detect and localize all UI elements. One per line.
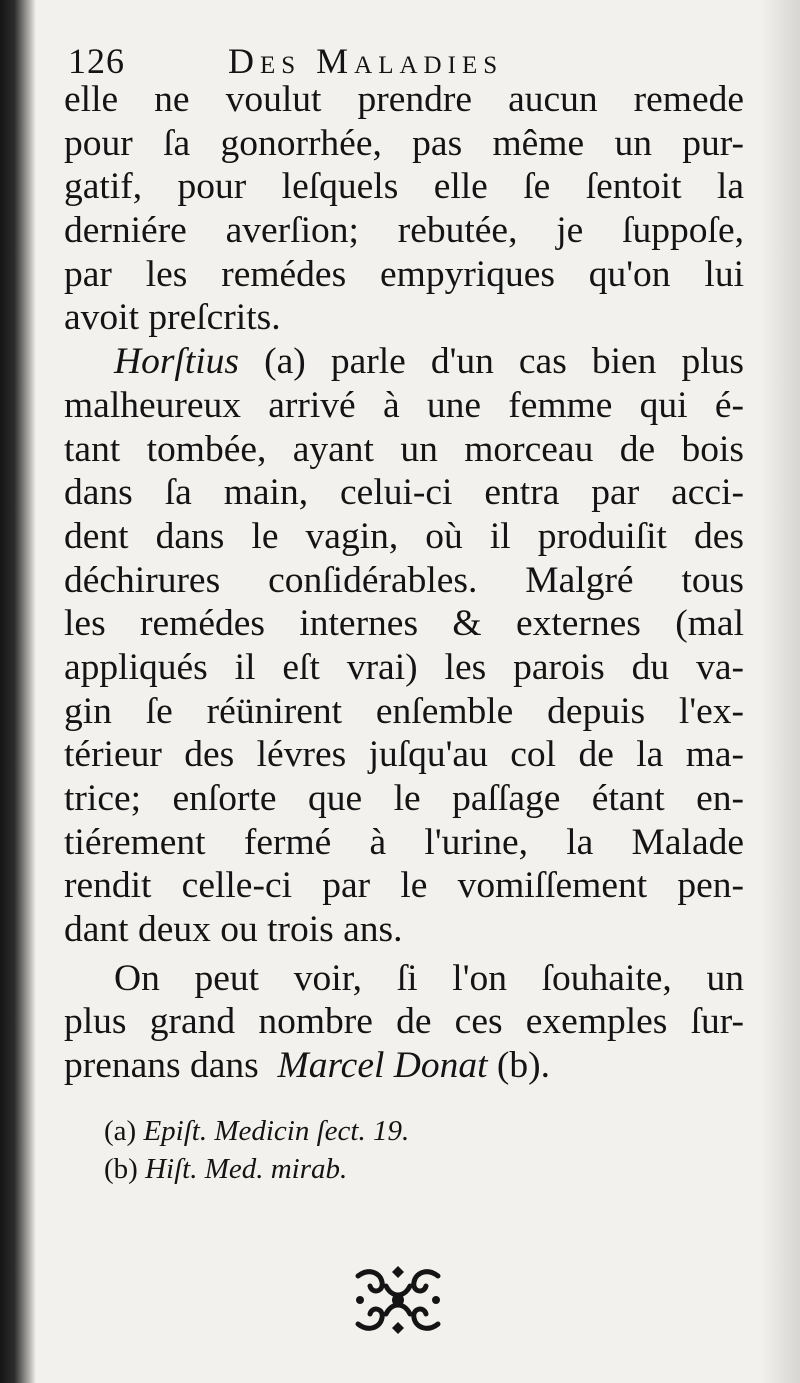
body-text: [64, 78, 744, 1088]
paragraph-first-line: On peut voir, ſi l'on ſouhaite, un: [114, 957, 744, 999]
text-line: dans ſa main, celui-ci entra par acci-: [64, 472, 744, 514]
footnotes: [104, 1112, 624, 1188]
paragraph-first-line: [64, 340, 744, 384]
text-line: derniére averſion; rebutée, je ſuppoſe,: [64, 210, 744, 252]
text-line: tiérement fermé à l'urine, la Malade: [64, 821, 744, 863]
text-line: elle ne voulut prendre aucun remede: [64, 79, 744, 120]
text-line: pour ſa gonorrhée, pas même un pur-: [64, 122, 744, 164]
footnote-text: Epiſt. Medicin ſect. 19.: [143, 1115, 410, 1147]
footnote-reference[interactable]: (b): [496, 1045, 541, 1087]
running-title: Des Maladies: [228, 41, 504, 81]
text-line: les remédes internes & externes (mal: [64, 603, 744, 645]
paragraph-last-line: [64, 1044, 744, 1088]
footnote: [104, 1150, 624, 1188]
author-name: Horſtius: [114, 341, 240, 383]
text-line: dent dans le vagin, où il produiſit des: [64, 515, 744, 557]
text-line: malheureux arrivé à une femme qui é-: [64, 384, 744, 426]
text-run: parle d'un cas bien plus: [330, 341, 745, 383]
page-edge-shadow: [760, 0, 800, 1383]
fleuron-ornament-icon: [348, 1264, 448, 1336]
text-run: prenans dans: [64, 1045, 259, 1087]
footnote-mark: (b): [104, 1153, 138, 1185]
text-line: déchirures conſidérables. Malgré tous: [64, 559, 744, 601]
text-line: plus grand nombre de ces exemples ſur-: [64, 1001, 744, 1043]
text-line: gin ſe réünirent enſemble depuis l'ex-: [64, 690, 744, 732]
binding-gutter: [0, 0, 36, 1383]
text-line: tant tombée, ayant un morceau de bois: [64, 428, 744, 470]
footnote-reference[interactable]: (a): [264, 341, 306, 383]
text-line: gatif, pour leſquels elle ſe ſentoit la: [64, 166, 744, 208]
text-line: appliqués il eſt vrai) les parois du va-: [64, 646, 744, 688]
footnote: [104, 1112, 624, 1150]
text-line: rendit celle-ci par le vomiſſement pen-: [64, 865, 744, 907]
text-line: dant deux ou trois ans.: [64, 909, 403, 951]
text-run: .: [540, 1045, 550, 1087]
text-line: avoit preſcrits.: [64, 297, 281, 339]
footnote-text: Hiſt. Med. mirab.: [145, 1153, 348, 1185]
text-line: trice; enſorte que le paſſage étant en-: [64, 778, 744, 819]
author-name: Marcel Donat: [277, 1045, 488, 1087]
text-line: térieur des lévres juſqu'au col de la ma-: [64, 734, 744, 776]
page-number: 126: [68, 41, 125, 81]
text-line: par les remédes empyriques qu'on lui: [64, 253, 744, 295]
footnote-mark: (a): [104, 1115, 137, 1147]
